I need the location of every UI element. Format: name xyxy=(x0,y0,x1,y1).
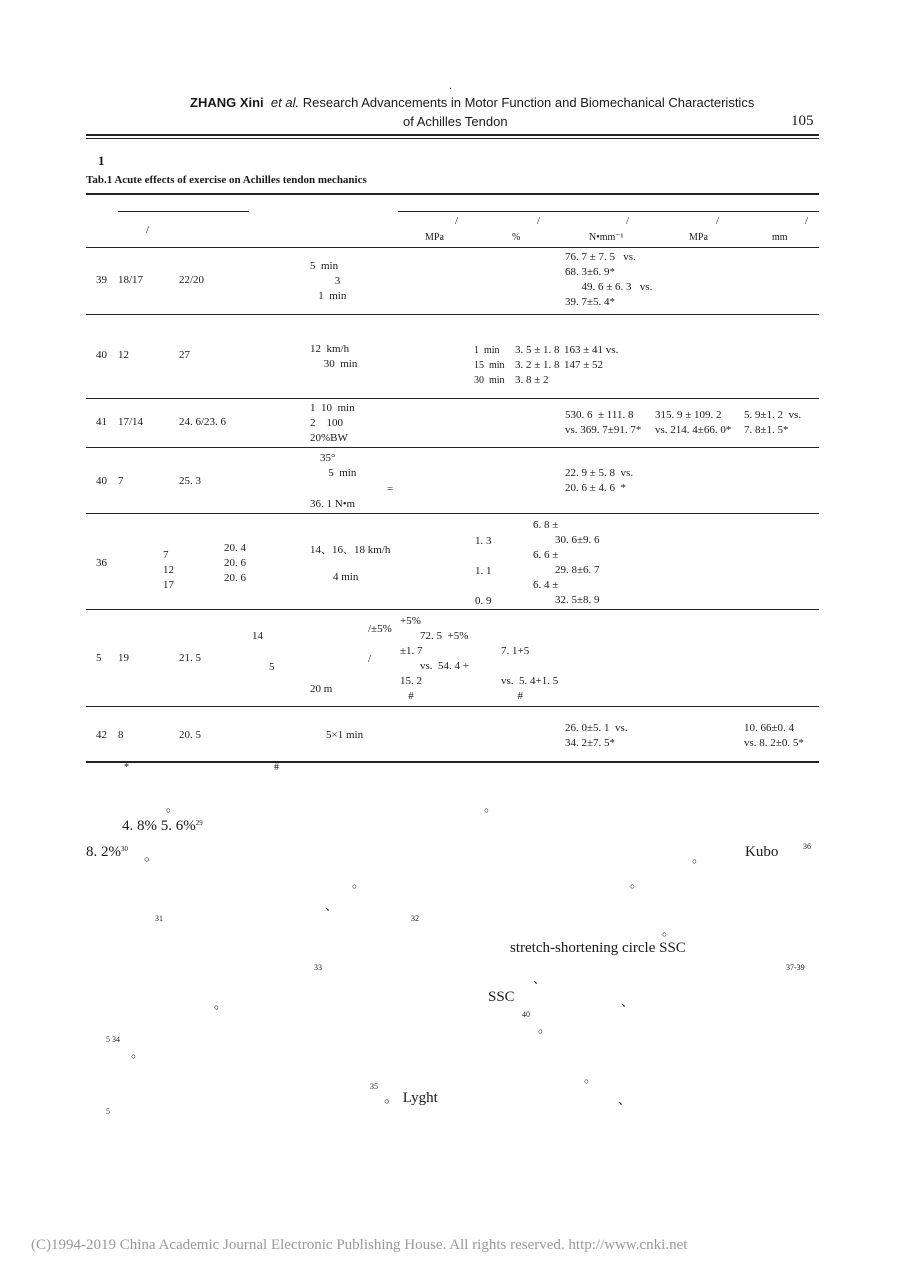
row4-ref: 40 xyxy=(96,475,107,487)
row5-strain: 1. 3 1. 1 0. 9 xyxy=(475,535,492,607)
head-slash-3: / xyxy=(626,215,630,227)
table-footnote-a: * xyxy=(124,762,129,773)
header-rule-top xyxy=(86,134,819,136)
body-fragment: 、 xyxy=(533,971,547,986)
row2-stiffness: 163 ± 41 vs. 147 ± 52 xyxy=(564,344,619,371)
body-ref: 5 34 xyxy=(106,1035,120,1044)
row4-protocol-eq: = xyxy=(387,483,394,495)
head-slash-2: / xyxy=(537,215,541,227)
row5-rule xyxy=(86,609,819,610)
body-fragment: 。 xyxy=(214,996,228,1011)
row7-age: 20. 5 xyxy=(179,729,201,741)
body-ref: 5 xyxy=(106,1107,110,1116)
body-fragment: 。 xyxy=(630,875,644,890)
row4-rule xyxy=(86,513,819,514)
row3-length: 5. 9±1. 2 vs. 7. 8±1. 5* xyxy=(744,409,802,436)
row3-modulus: 315. 9 ± 109. 2 vs. 214. 4±66. 0* xyxy=(655,409,732,436)
body-fragment: 8. 2%$^{30}$ xyxy=(86,844,128,860)
row2-rule xyxy=(86,398,819,399)
body-fragment: 。 xyxy=(144,848,160,864)
row3-stiffness: 530. 6 ± 111. 8 vs. 369. 7±91. 7* xyxy=(565,409,642,436)
body-fragment: 。 Lyght xyxy=(384,1090,438,1106)
table-head-rule xyxy=(86,247,819,248)
row6-col-a: +5% ±1. 7 15. 2 # xyxy=(400,615,423,702)
header-etal: et al. xyxy=(270,95,300,110)
row7-ref: 42 xyxy=(96,729,107,741)
row2-ref: 40 xyxy=(96,349,107,361)
head-unit-1: MPa xyxy=(425,232,444,243)
body-fragment: Kubo xyxy=(745,844,779,860)
row6-col-b: 72. 5 +5% vs. 54. 4 + xyxy=(420,630,469,672)
row7-stiffness: 26. 0±5. 1 vs. 34. 2±7. 5* xyxy=(565,722,628,749)
header-dot: . xyxy=(449,80,453,92)
body-ref: 35 xyxy=(370,1082,378,1091)
body-fragment: SSC xyxy=(488,989,515,1005)
table-number: 1 xyxy=(98,153,105,168)
body-fragment: 、 xyxy=(325,898,339,913)
header-title-2: of Achilles Tendon xyxy=(403,114,508,129)
row5-protocol: 14、16、18 km/h xyxy=(310,544,391,556)
head-unit-4: MPa xyxy=(689,232,708,243)
body-fragment: 。 xyxy=(538,1020,552,1035)
row1-protocol: 5 min 3 1 min xyxy=(310,260,347,302)
head-slash-5: / xyxy=(805,215,809,227)
body-fragment: 、 xyxy=(621,994,635,1009)
table-top-rule xyxy=(86,193,819,195)
copyright-footer: (C)1994-2019 China Academic Journal Electronic Publishing House. All rights reserved. http://www.cnki.net xyxy=(31,1237,688,1253)
row2-age: 27 xyxy=(179,349,190,361)
row1-age: 22/20 xyxy=(179,274,205,286)
row5-ref: 36 xyxy=(96,557,107,569)
head-unit-2: % xyxy=(512,232,521,243)
body-fragment: 。 xyxy=(131,1045,145,1060)
body-ref: 32 xyxy=(411,914,419,923)
row3-rule xyxy=(86,447,819,448)
body-ref: 31 xyxy=(155,914,163,923)
row7-length: 10. 66±0. 4 vs. 8. 2±0. 5* xyxy=(744,722,804,749)
body-ref: 36 xyxy=(803,842,811,851)
body-fragment: 4. 8% 5. 6%$^{29}$ xyxy=(122,818,203,834)
row6-protocol-a: /±5% xyxy=(368,623,392,635)
body-fragment: 。 xyxy=(692,850,706,865)
row4-protocol: 35° 5 min xyxy=(320,452,357,479)
row6-ref: 5 xyxy=(96,652,102,664)
row1-n: 18/17 xyxy=(118,274,144,286)
row5-protocol-time: 4 min xyxy=(333,571,359,583)
body-fragment: 。 xyxy=(662,923,676,938)
row5-age: 20. 4 20. 6 20. 6 xyxy=(224,542,246,584)
row2-time: 1 min 15 min 30 min xyxy=(474,345,505,386)
row5-n: 7 12 17 xyxy=(163,549,174,591)
head-slash-left: / xyxy=(146,224,150,236)
row6-extra-1: 14 xyxy=(252,630,263,642)
body-ref: 40 xyxy=(522,1010,530,1019)
body-ref: 37-39 xyxy=(786,963,805,972)
row3-protocol: 1 10 min 2 100 20%BW xyxy=(310,402,355,444)
table-bottom-rule xyxy=(86,761,819,763)
row1-stiffness: 76. 7 ± 7. 5 vs. 68. 3±6. 9* 49. 6 ± 6. 3 vs. 39. 7±5. 4* xyxy=(565,251,653,308)
body-fragment: stretch-shortening circle SSC xyxy=(510,940,686,956)
body-ref: 33 xyxy=(314,963,322,972)
row4-age: 25. 3 xyxy=(179,475,201,487)
row6-protocol-b: / xyxy=(368,653,372,665)
row4-stiffness: 22. 9 ± 5. 8 vs. 20. 6 ± 4. 6 * xyxy=(565,467,634,494)
body-fragment: 、 xyxy=(618,1092,632,1107)
row2-n: 12 xyxy=(118,349,129,361)
head-slash-4: / xyxy=(716,215,720,227)
row2-strain: 3. 5 ± 1. 8 3. 2 ± 1. 8 3. 8 ± 2 xyxy=(515,344,560,386)
row3-ref: 41 xyxy=(96,416,107,428)
row5-stiffness: 6. 8 ± 30. 6±9. 6 6. 6 ± 29. 8±6. 7 6. 4 ± 32. 5±8. 9 xyxy=(533,519,600,606)
row6-rule xyxy=(86,706,819,707)
head-unit-5: mm xyxy=(772,232,788,243)
header-rule-bottom xyxy=(86,138,819,139)
running-header-line1 xyxy=(190,95,754,110)
row1-ref: 39 xyxy=(96,274,107,286)
row6-protocol-c: 20 m xyxy=(310,683,333,695)
table-footnote-b: # xyxy=(274,762,279,773)
row4-n: 7 xyxy=(118,475,124,487)
head-slash-1: / xyxy=(455,215,459,227)
header-author: ZHANG Xini xyxy=(190,95,264,110)
header-title-1: Research Advancements in Motor Function and Biomechanical Characteristics xyxy=(302,95,755,110)
row1-rule xyxy=(86,314,819,315)
table-caption: Tab.1 Acute effects of exercise on Achilles tendon mechanics xyxy=(86,174,367,186)
row3-n: 17/14 xyxy=(118,416,144,428)
body-fragment: 。 xyxy=(352,875,366,890)
page-number: 105 xyxy=(791,113,814,129)
row6-age: 21. 5 xyxy=(179,652,201,664)
body-fragment: 。 xyxy=(484,799,498,814)
table-head-subrule-left xyxy=(118,211,249,212)
row2-protocol: 12 km/h 30 min xyxy=(310,343,358,370)
row3-age: 24. 6/23. 6 xyxy=(179,416,227,428)
table-head-subrule-right xyxy=(398,211,819,212)
row4-protocol-torque: 36. 1 N•m xyxy=(310,498,356,510)
row7-n: 8 xyxy=(118,729,124,741)
body-fragment: 。 xyxy=(584,1070,598,1085)
head-unit-3: N•mm⁻¹ xyxy=(589,232,624,243)
body-fragment: 。 xyxy=(166,799,180,814)
row6-col-c: 7. 1+5 vs. 5. 4+1. 5 # xyxy=(501,645,559,702)
row6-extra-2: 5 xyxy=(269,661,275,673)
row7-protocol: 5×1 min xyxy=(326,729,364,741)
row6-n: 19 xyxy=(118,652,129,664)
